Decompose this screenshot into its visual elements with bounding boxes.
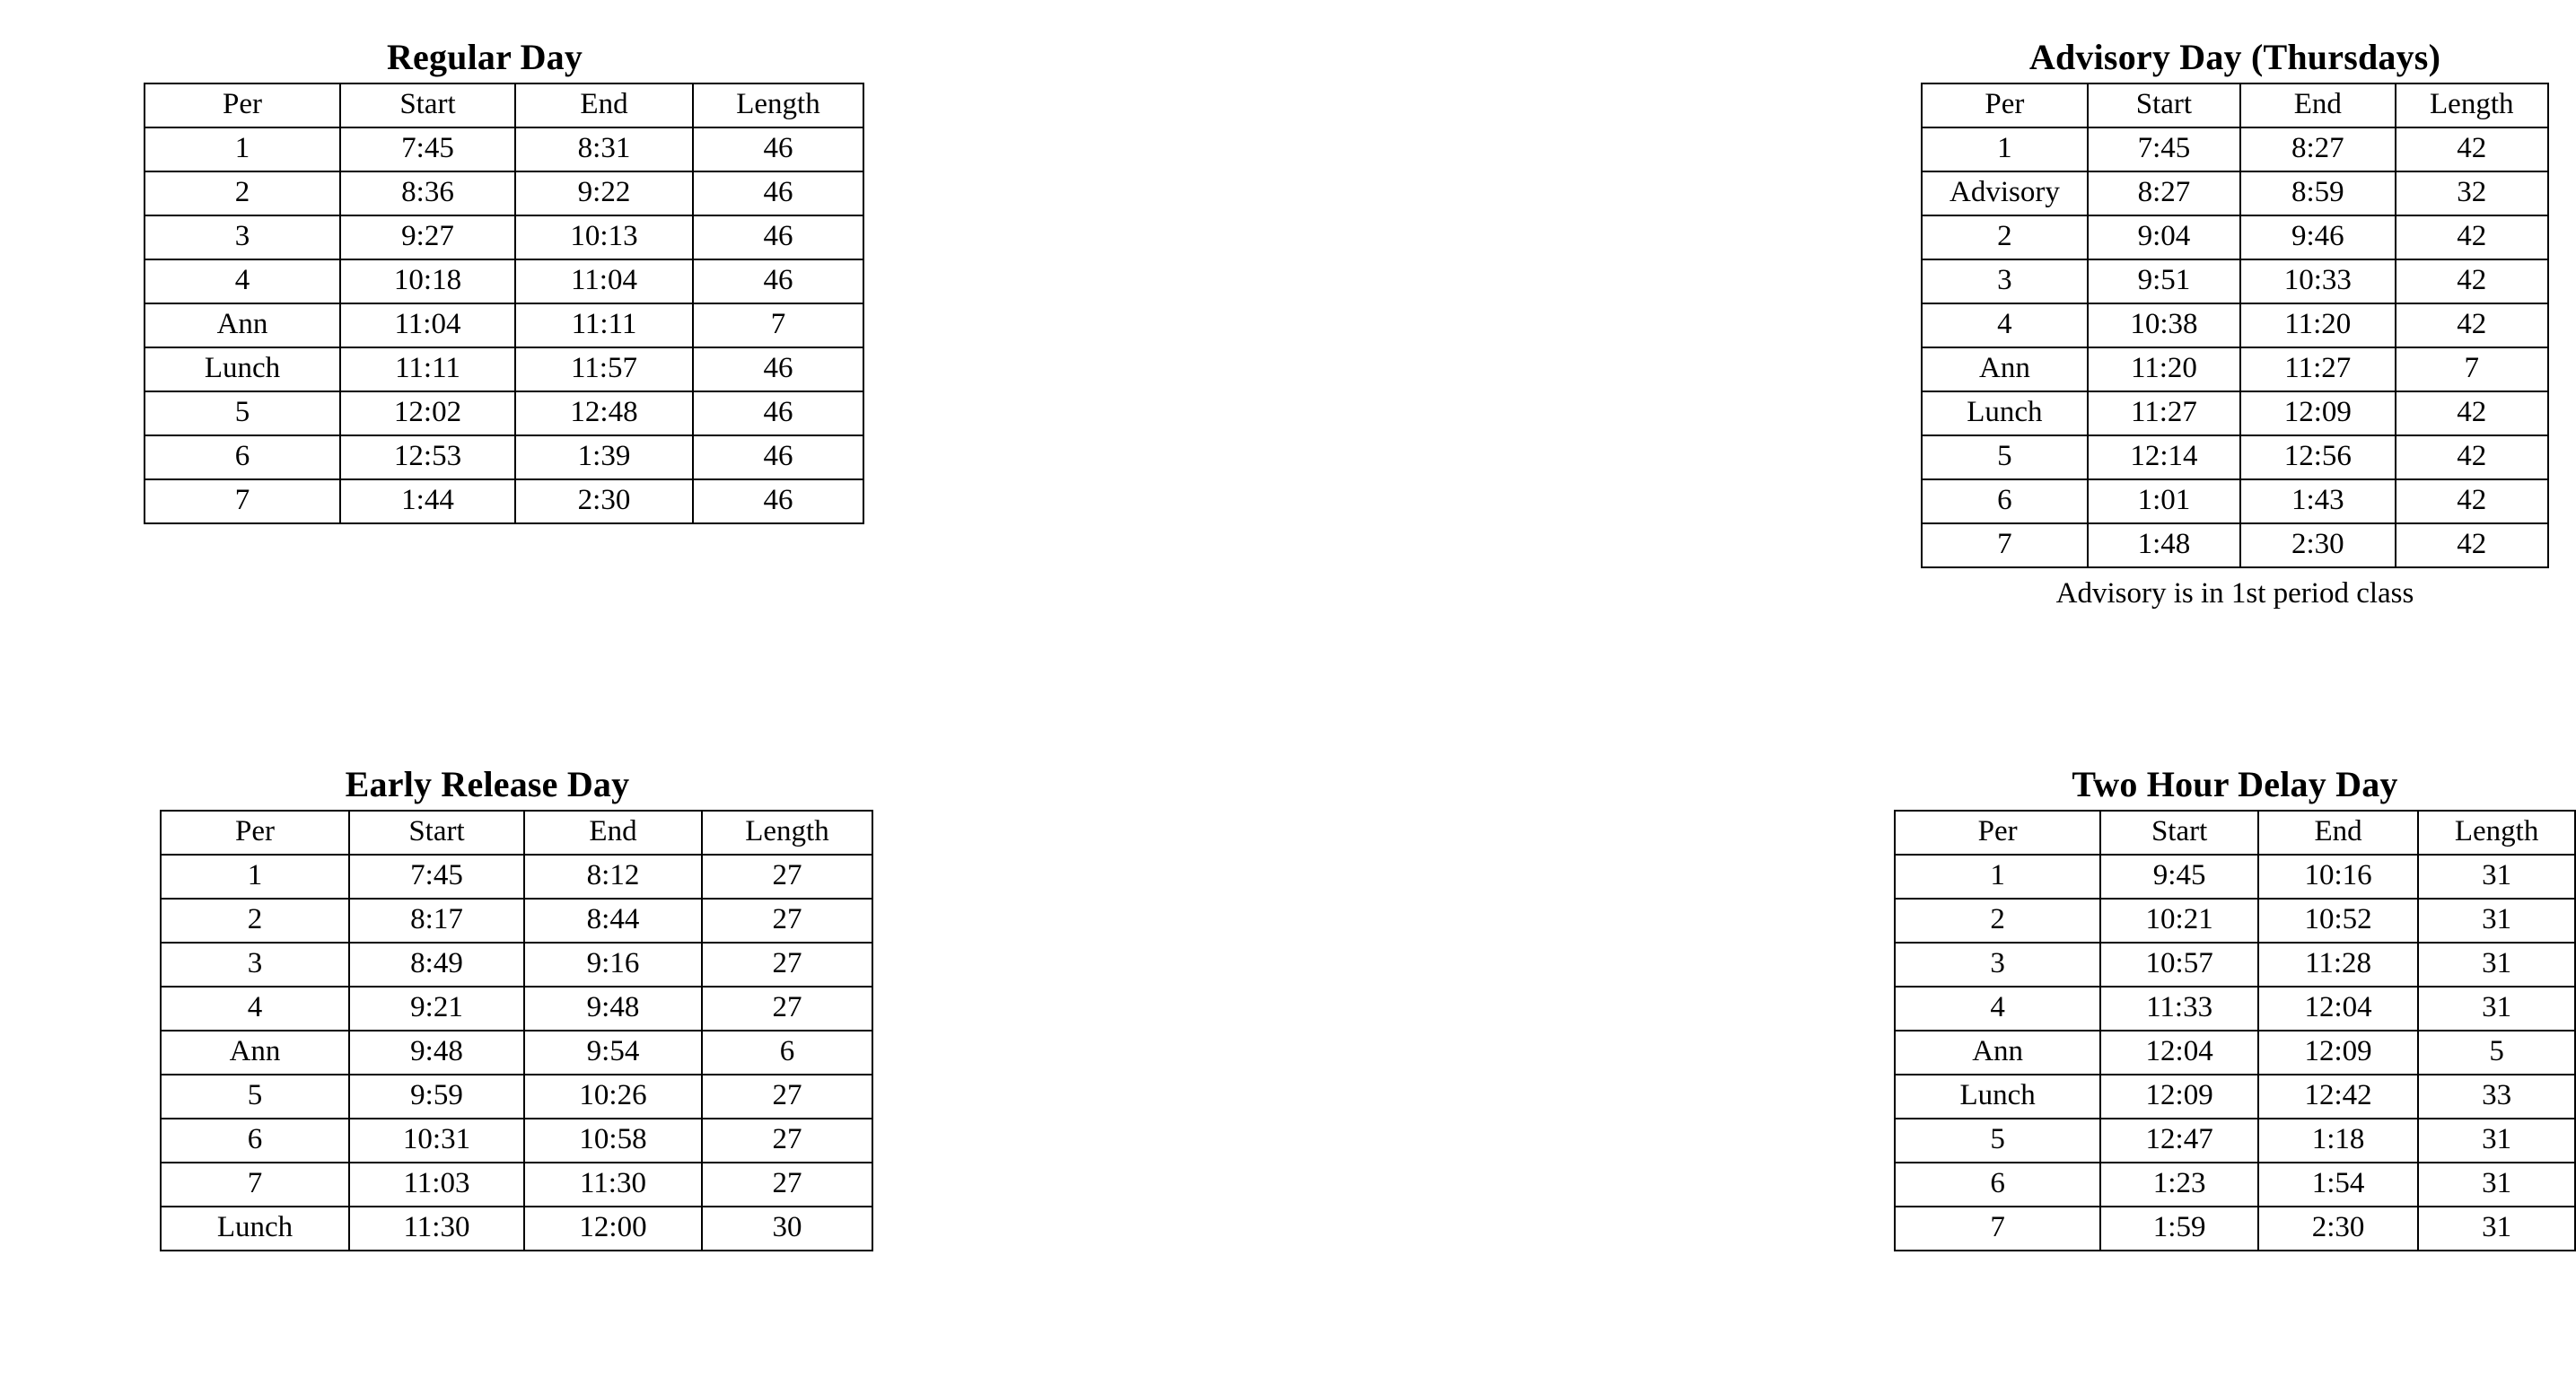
cell-start: 10:21 (2100, 899, 2258, 943)
table-head (161, 811, 872, 855)
cell-period: 5 (1895, 1119, 2100, 1163)
cell-length: 42 (2396, 259, 2548, 303)
cell-end: 10:13 (515, 215, 693, 259)
cell-end: 1:39 (515, 435, 693, 479)
cell-length: 31 (2418, 899, 2575, 943)
schedule-title-advisory-day: Advisory Day (Thursdays) (2028, 37, 2441, 77)
cell-period: 2 (161, 899, 349, 943)
table-body (1922, 127, 2548, 567)
cell-period: 6 (1922, 479, 2088, 523)
cell-end: 10:26 (524, 1075, 702, 1119)
table-body (145, 127, 863, 523)
cell-end: 10:16 (2258, 855, 2418, 899)
cell-length: 7 (693, 303, 863, 347)
table-body (161, 855, 872, 1251)
cell-end: 1:18 (2258, 1119, 2418, 1163)
cell-length: 42 (2396, 127, 2548, 171)
table-row (1922, 347, 2548, 391)
table-row (1895, 899, 2575, 943)
cell-length: 46 (693, 391, 863, 435)
table-row (161, 1075, 872, 1119)
cell-start: 1:01 (2088, 479, 2240, 523)
cell-end: 12:48 (515, 391, 693, 435)
schedule-title-regular-day: Regular Day (386, 37, 583, 77)
cell-length: 31 (2418, 1207, 2575, 1251)
cell-start: 7:45 (349, 855, 524, 899)
cell-start: 11:03 (349, 1163, 524, 1207)
table-row (145, 127, 863, 171)
cell-period: Ann (161, 1031, 349, 1075)
cell-period: 4 (1895, 987, 2100, 1031)
cell-length: 42 (2396, 435, 2548, 479)
cell-start: 10:31 (349, 1119, 524, 1163)
cell-period: 1 (1922, 127, 2088, 171)
cell-length: 42 (2396, 215, 2548, 259)
cell-period: 1 (145, 127, 340, 171)
cell-start: 11:27 (2088, 391, 2240, 435)
column-header-end: End (524, 811, 702, 855)
column-header-start: Start (2088, 83, 2240, 127)
cell-start: 8:17 (349, 899, 524, 943)
cell-start: 7:45 (340, 127, 515, 171)
cell-period: 7 (145, 479, 340, 523)
table-row (145, 391, 863, 435)
cell-period: Ann (145, 303, 340, 347)
table-row (161, 987, 872, 1031)
cell-length: 42 (2396, 479, 2548, 523)
cell-end: 9:22 (515, 171, 693, 215)
table-row (1895, 855, 2575, 899)
table-row (161, 1119, 872, 1163)
cell-end: 11:28 (2258, 943, 2418, 987)
table-head (1922, 83, 2548, 127)
cell-end: 2:30 (2240, 523, 2396, 567)
cell-period: Lunch (161, 1207, 349, 1251)
cell-end: 12:09 (2240, 391, 2396, 435)
column-header-length: Length (693, 83, 863, 127)
cell-length: 46 (693, 127, 863, 171)
cell-length: 31 (2418, 855, 2575, 899)
cell-length: 27 (702, 987, 872, 1031)
schedule-table-early-release-day (160, 810, 873, 1251)
table-row (1895, 1031, 2575, 1075)
cell-length: 6 (702, 1031, 872, 1075)
cell-end: 12:09 (2258, 1031, 2418, 1075)
cell-start: 9:21 (349, 987, 524, 1031)
cell-start: 7:45 (2088, 127, 2240, 171)
cell-end: 8:44 (524, 899, 702, 943)
cell-end: 10:52 (2258, 899, 2418, 943)
cell-period: Ann (1895, 1031, 2100, 1075)
cell-start: 9:45 (2100, 855, 2258, 899)
table-header-row (1922, 83, 2548, 127)
column-header-length: Length (2396, 83, 2548, 127)
cell-period: Ann (1922, 347, 2088, 391)
table-head (1895, 811, 2575, 855)
cell-period: Lunch (145, 347, 340, 391)
table-row (161, 1031, 872, 1075)
cell-period: 6 (161, 1119, 349, 1163)
table-row (1922, 171, 2548, 215)
cell-length: 27 (702, 1075, 872, 1119)
table-row (161, 855, 872, 899)
cell-start: 10:38 (2088, 303, 2240, 347)
schedule-title-two-hour-delay-day: Two Hour Delay Day (2072, 764, 2398, 804)
cell-period: 7 (1895, 1207, 2100, 1251)
cell-length: 30 (702, 1207, 872, 1251)
schedule-block-regular-day (144, 38, 864, 524)
cell-end: 12:00 (524, 1207, 702, 1251)
table-row (145, 171, 863, 215)
cell-start: 12:47 (2100, 1119, 2258, 1163)
column-header-end: End (2258, 811, 2418, 855)
schedule-table-two-hour-delay-day (1894, 810, 2576, 1251)
cell-start: 11:30 (349, 1207, 524, 1251)
cell-period: 6 (145, 435, 340, 479)
cell-length: 33 (2418, 1075, 2575, 1119)
schedule-table-regular-day (144, 83, 864, 524)
cell-length: 46 (693, 479, 863, 523)
table-row (1895, 987, 2575, 1031)
table-row (1895, 1075, 2575, 1119)
table-row (1922, 259, 2548, 303)
cell-end: 11:57 (515, 347, 693, 391)
cell-end: 12:42 (2258, 1075, 2418, 1119)
cell-period: 3 (161, 943, 349, 987)
schedule-block-advisory-day (1921, 38, 2549, 610)
cell-start: 1:48 (2088, 523, 2240, 567)
cell-length: 46 (693, 215, 863, 259)
column-header-length: Length (2418, 811, 2575, 855)
cell-period: 7 (161, 1163, 349, 1207)
table-header-row (145, 83, 863, 127)
cell-period: 5 (145, 391, 340, 435)
cell-start: 1:44 (340, 479, 515, 523)
cell-end: 11:04 (515, 259, 693, 303)
cell-period: 3 (1922, 259, 2088, 303)
cell-end: 8:27 (2240, 127, 2396, 171)
table-row (1922, 435, 2548, 479)
table-row (161, 899, 872, 943)
cell-start: 9:27 (340, 215, 515, 259)
table-row (161, 943, 872, 987)
column-header-end: End (515, 83, 693, 127)
cell-end: 1:54 (2258, 1163, 2418, 1207)
schedule-table-advisory-day (1921, 83, 2549, 568)
cell-end: 11:20 (2240, 303, 2396, 347)
column-header-start: Start (2100, 811, 2258, 855)
cell-length: 31 (2418, 1163, 2575, 1207)
cell-end: 12:56 (2240, 435, 2396, 479)
cell-period: 6 (1895, 1163, 2100, 1207)
column-header-start: Start (340, 83, 515, 127)
cell-length: 42 (2396, 303, 2548, 347)
table-row (1922, 127, 2548, 171)
cell-period: 7 (1922, 523, 2088, 567)
cell-start: 12:09 (2100, 1075, 2258, 1119)
cell-length: 42 (2396, 391, 2548, 435)
cell-period: 2 (1895, 899, 2100, 943)
cell-period: Advisory (1922, 171, 2088, 215)
cell-end: 1:43 (2240, 479, 2396, 523)
cell-length: 32 (2396, 171, 2548, 215)
cell-start: 9:48 (349, 1031, 524, 1075)
cell-length: 46 (693, 171, 863, 215)
column-header-start: Start (349, 811, 524, 855)
cell-period: 1 (161, 855, 349, 899)
schedule-cell-regular (0, 0, 898, 745)
cell-length: 31 (2418, 987, 2575, 1031)
table-row (1895, 1207, 2575, 1251)
table-row (145, 479, 863, 523)
table-row (145, 435, 863, 479)
table-row (145, 303, 863, 347)
cell-end: 8:59 (2240, 171, 2396, 215)
cell-period: Lunch (1895, 1075, 2100, 1119)
cell-length: 27 (702, 1163, 872, 1207)
cell-start: 11:04 (340, 303, 515, 347)
cell-start: 11:11 (340, 347, 515, 391)
cell-end: 9:16 (524, 943, 702, 987)
cell-period: 5 (1922, 435, 2088, 479)
column-header-per: Per (1922, 83, 2088, 127)
column-header-per: Per (1895, 811, 2100, 855)
table-row (145, 347, 863, 391)
cell-length: 27 (702, 1119, 872, 1163)
cell-period: 3 (145, 215, 340, 259)
cell-length: 46 (693, 347, 863, 391)
cell-period: 2 (145, 171, 340, 215)
table-row (1895, 1163, 2575, 1207)
cell-length: 42 (2396, 523, 2548, 567)
column-header-end: End (2240, 83, 2396, 127)
cell-period: 4 (1922, 303, 2088, 347)
schedule-block-early-release-day (160, 765, 873, 1251)
cell-start: 12:04 (2100, 1031, 2258, 1075)
cell-period: 2 (1922, 215, 2088, 259)
table-row (1895, 1119, 2575, 1163)
cell-period: 4 (145, 259, 340, 303)
cell-end: 8:31 (515, 127, 693, 171)
table-row (161, 1207, 872, 1251)
cell-end: 10:33 (2240, 259, 2396, 303)
cell-start: 11:33 (2100, 987, 2258, 1031)
cell-end: 2:30 (515, 479, 693, 523)
schedule-title-early-release-day: Early Release Day (345, 764, 630, 804)
cell-start: 9:59 (349, 1075, 524, 1119)
table-header-row (1895, 811, 2575, 855)
cell-start: 9:04 (2088, 215, 2240, 259)
cell-start: 1:23 (2100, 1163, 2258, 1207)
cell-length: 31 (2418, 943, 2575, 987)
table-row (1922, 215, 2548, 259)
cell-end: 9:48 (524, 987, 702, 1031)
table-row (1922, 303, 2548, 347)
cell-length: 27 (702, 899, 872, 943)
column-header-per: Per (161, 811, 349, 855)
cell-end: 2:30 (2258, 1207, 2418, 1251)
cell-period: Lunch (1922, 391, 2088, 435)
column-header-per: Per (145, 83, 340, 127)
cell-length: 5 (2418, 1031, 2575, 1075)
cell-start: 8:36 (340, 171, 515, 215)
table-row (1895, 943, 2575, 987)
cell-start: 8:49 (349, 943, 524, 987)
cell-end: 11:11 (515, 303, 693, 347)
cell-length: 31 (2418, 1119, 2575, 1163)
cell-end: 11:27 (2240, 347, 2396, 391)
table-row (161, 1163, 872, 1207)
cell-start: 10:57 (2100, 943, 2258, 987)
cell-start: 12:02 (340, 391, 515, 435)
schedule-cell-early-release (0, 745, 898, 1387)
table-row (145, 259, 863, 303)
cell-length: 46 (693, 435, 863, 479)
table-row (1922, 523, 2548, 567)
table-row (145, 215, 863, 259)
table-row (1922, 391, 2548, 435)
cell-length: 7 (2396, 347, 2548, 391)
table-row (1922, 479, 2548, 523)
cell-start: 9:51 (2088, 259, 2240, 303)
cell-length: 27 (702, 943, 872, 987)
cell-start: 1:59 (2100, 1207, 2258, 1251)
cell-period: 4 (161, 987, 349, 1031)
cell-end: 9:46 (2240, 215, 2396, 259)
cell-period: 1 (1895, 855, 2100, 899)
cell-start: 10:18 (340, 259, 515, 303)
cell-start: 8:27 (2088, 171, 2240, 215)
cell-start: 12:14 (2088, 435, 2240, 479)
cell-end: 11:30 (524, 1163, 702, 1207)
cell-start: 11:20 (2088, 347, 2240, 391)
table-head (145, 83, 863, 127)
schedule-cell-two-hour-delay (898, 745, 2539, 1387)
cell-end: 8:12 (524, 855, 702, 899)
cell-end: 9:54 (524, 1031, 702, 1075)
cell-end: 10:58 (524, 1119, 702, 1163)
schedule-note-advisory: Advisory is in 1st period class (2055, 577, 2414, 610)
cell-length: 46 (693, 259, 863, 303)
cell-period: 5 (161, 1075, 349, 1119)
column-header-length: Length (702, 811, 872, 855)
schedule-cell-advisory (898, 0, 2514, 745)
schedule-block-two-hour-delay-day (1894, 765, 2576, 1251)
cell-length: 27 (702, 855, 872, 899)
table-body (1895, 855, 2575, 1251)
table-header-row (161, 811, 872, 855)
cell-end: 12:04 (2258, 987, 2418, 1031)
cell-period: 3 (1895, 943, 2100, 987)
cell-start: 12:53 (340, 435, 515, 479)
